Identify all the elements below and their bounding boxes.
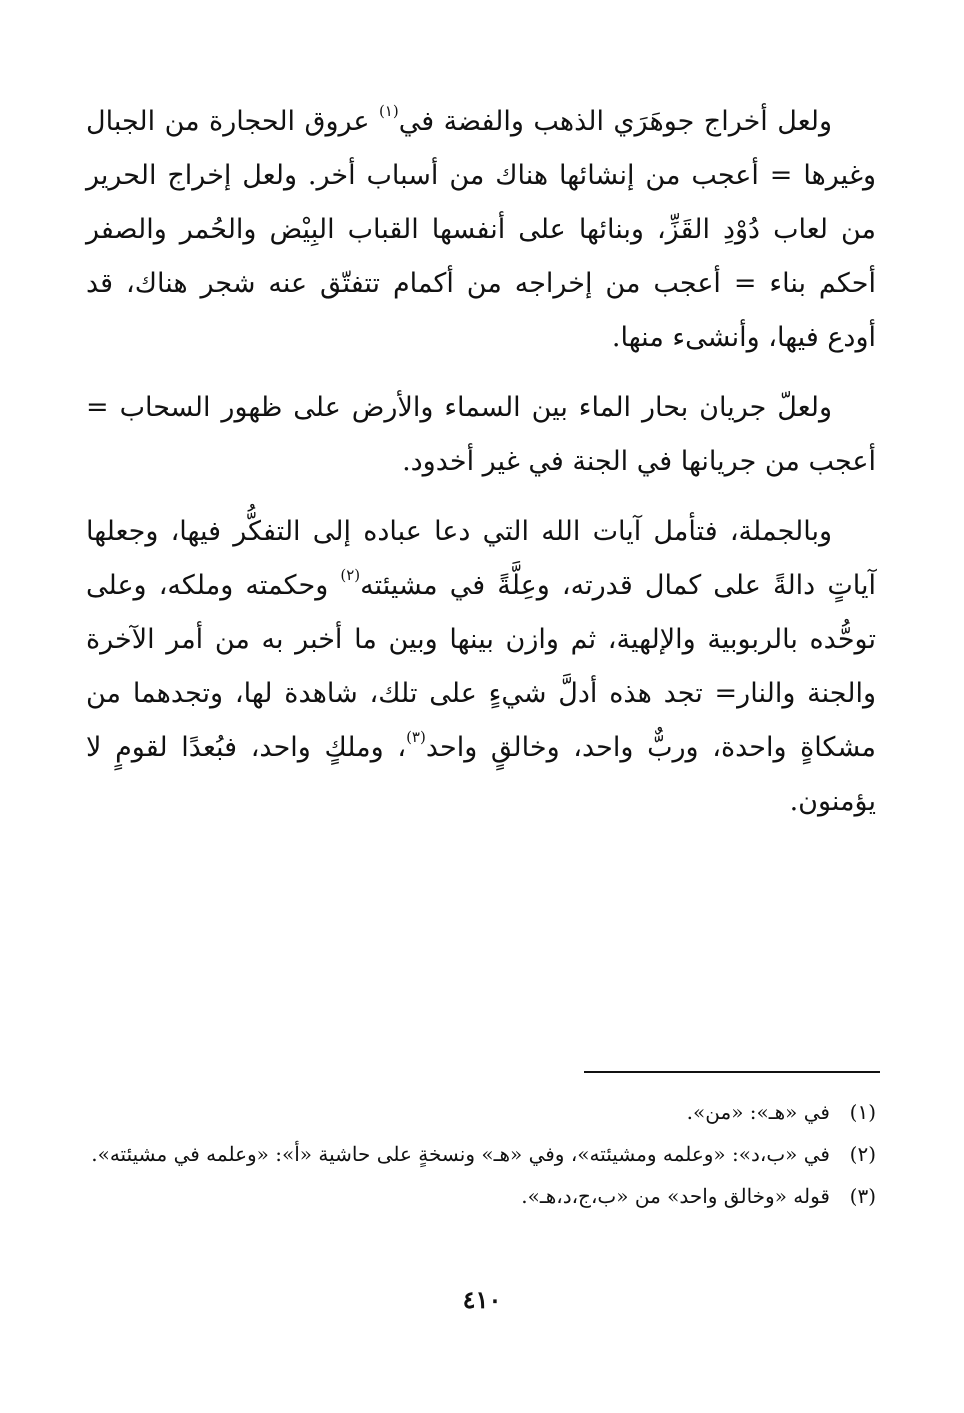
footnote-item bbox=[86, 1095, 876, 1129]
footnote-marker: (٣) bbox=[406, 728, 426, 746]
paragraph-text: ، وملكٍ واحد، فبُعدًا لقومٍ لا يؤمنون. bbox=[86, 732, 876, 817]
footnote-marker: (٢) bbox=[340, 566, 361, 584]
footnote-separator bbox=[584, 1071, 880, 1073]
paragraph-3 bbox=[86, 505, 876, 829]
body-text bbox=[86, 95, 876, 845]
footnote-item bbox=[86, 1179, 876, 1213]
paragraph-text: وبالجملة، فتأمل آيات الله التي دعا عباده إلى التفكُّر فيها، وجعلها آياتٍ دالةً على كمال قدرته، وعِلَّةً في مشيئته bbox=[86, 516, 876, 601]
footnote-number: (١) bbox=[849, 1100, 876, 1124]
footnote-marker: (١) bbox=[378, 102, 399, 120]
footnote-text: في «هـ»: «من». bbox=[686, 1100, 830, 1124]
paragraph-text: ولعلّ جريان بحار الماء بين السماء والأرض على ظهور السحاب = أعجب من جريانها في الجنة في غير أخدود. bbox=[86, 392, 876, 477]
footnotes bbox=[86, 1095, 876, 1221]
footnote-number: (٣) bbox=[849, 1184, 876, 1208]
paragraph-text: عروق الحجارة من الجبال وغيرها = أعجب من إنشائها هناك من أسباب أخر. ولعل إخراج الحرير من لعاب دُوْدِ القَزِّ، وبنائها على أنفسها القباب البِيْض والحُمر والصفر أحكم بناء = أعجب من إخراجه من أكمام تتفتّق عنه شجر هناك، قد أودع فيها، وأنشىء منها. bbox=[86, 106, 876, 353]
footnote-text: قوله «وخالق واحد» من «ب،ج،د،هـ». bbox=[521, 1184, 830, 1208]
paragraph-text: وحكمته وملكه، وعلى توحُّده بالربوبية والإلهية، ثم وازن بينها وبين ما أخبر به من أمر الآخرة والجنة والنار= تجد هذه أدلَّ شيءٍ على تلك، شاهدة لها، وتجدهما من مشكاةٍ واحدة، وربٌّ واحد، وخالقٍ واحد bbox=[86, 570, 876, 763]
footnote-item bbox=[86, 1137, 876, 1171]
paragraph-1 bbox=[86, 95, 876, 365]
footnote-text: في «ب،د»: «وعلمه ومشيئته»، وفي «هـ» ونسخةٍ على حاشية «أ»: «وعلمه في مشيئته». bbox=[91, 1142, 830, 1166]
page-number: ٤١٠ bbox=[462, 1285, 502, 1314]
paragraph-2 bbox=[86, 381, 876, 489]
paragraph-text: ولعل أخراج جوهَرَي الذهب والفضة في bbox=[398, 106, 832, 137]
footnote-number: (٢) bbox=[849, 1142, 876, 1166]
